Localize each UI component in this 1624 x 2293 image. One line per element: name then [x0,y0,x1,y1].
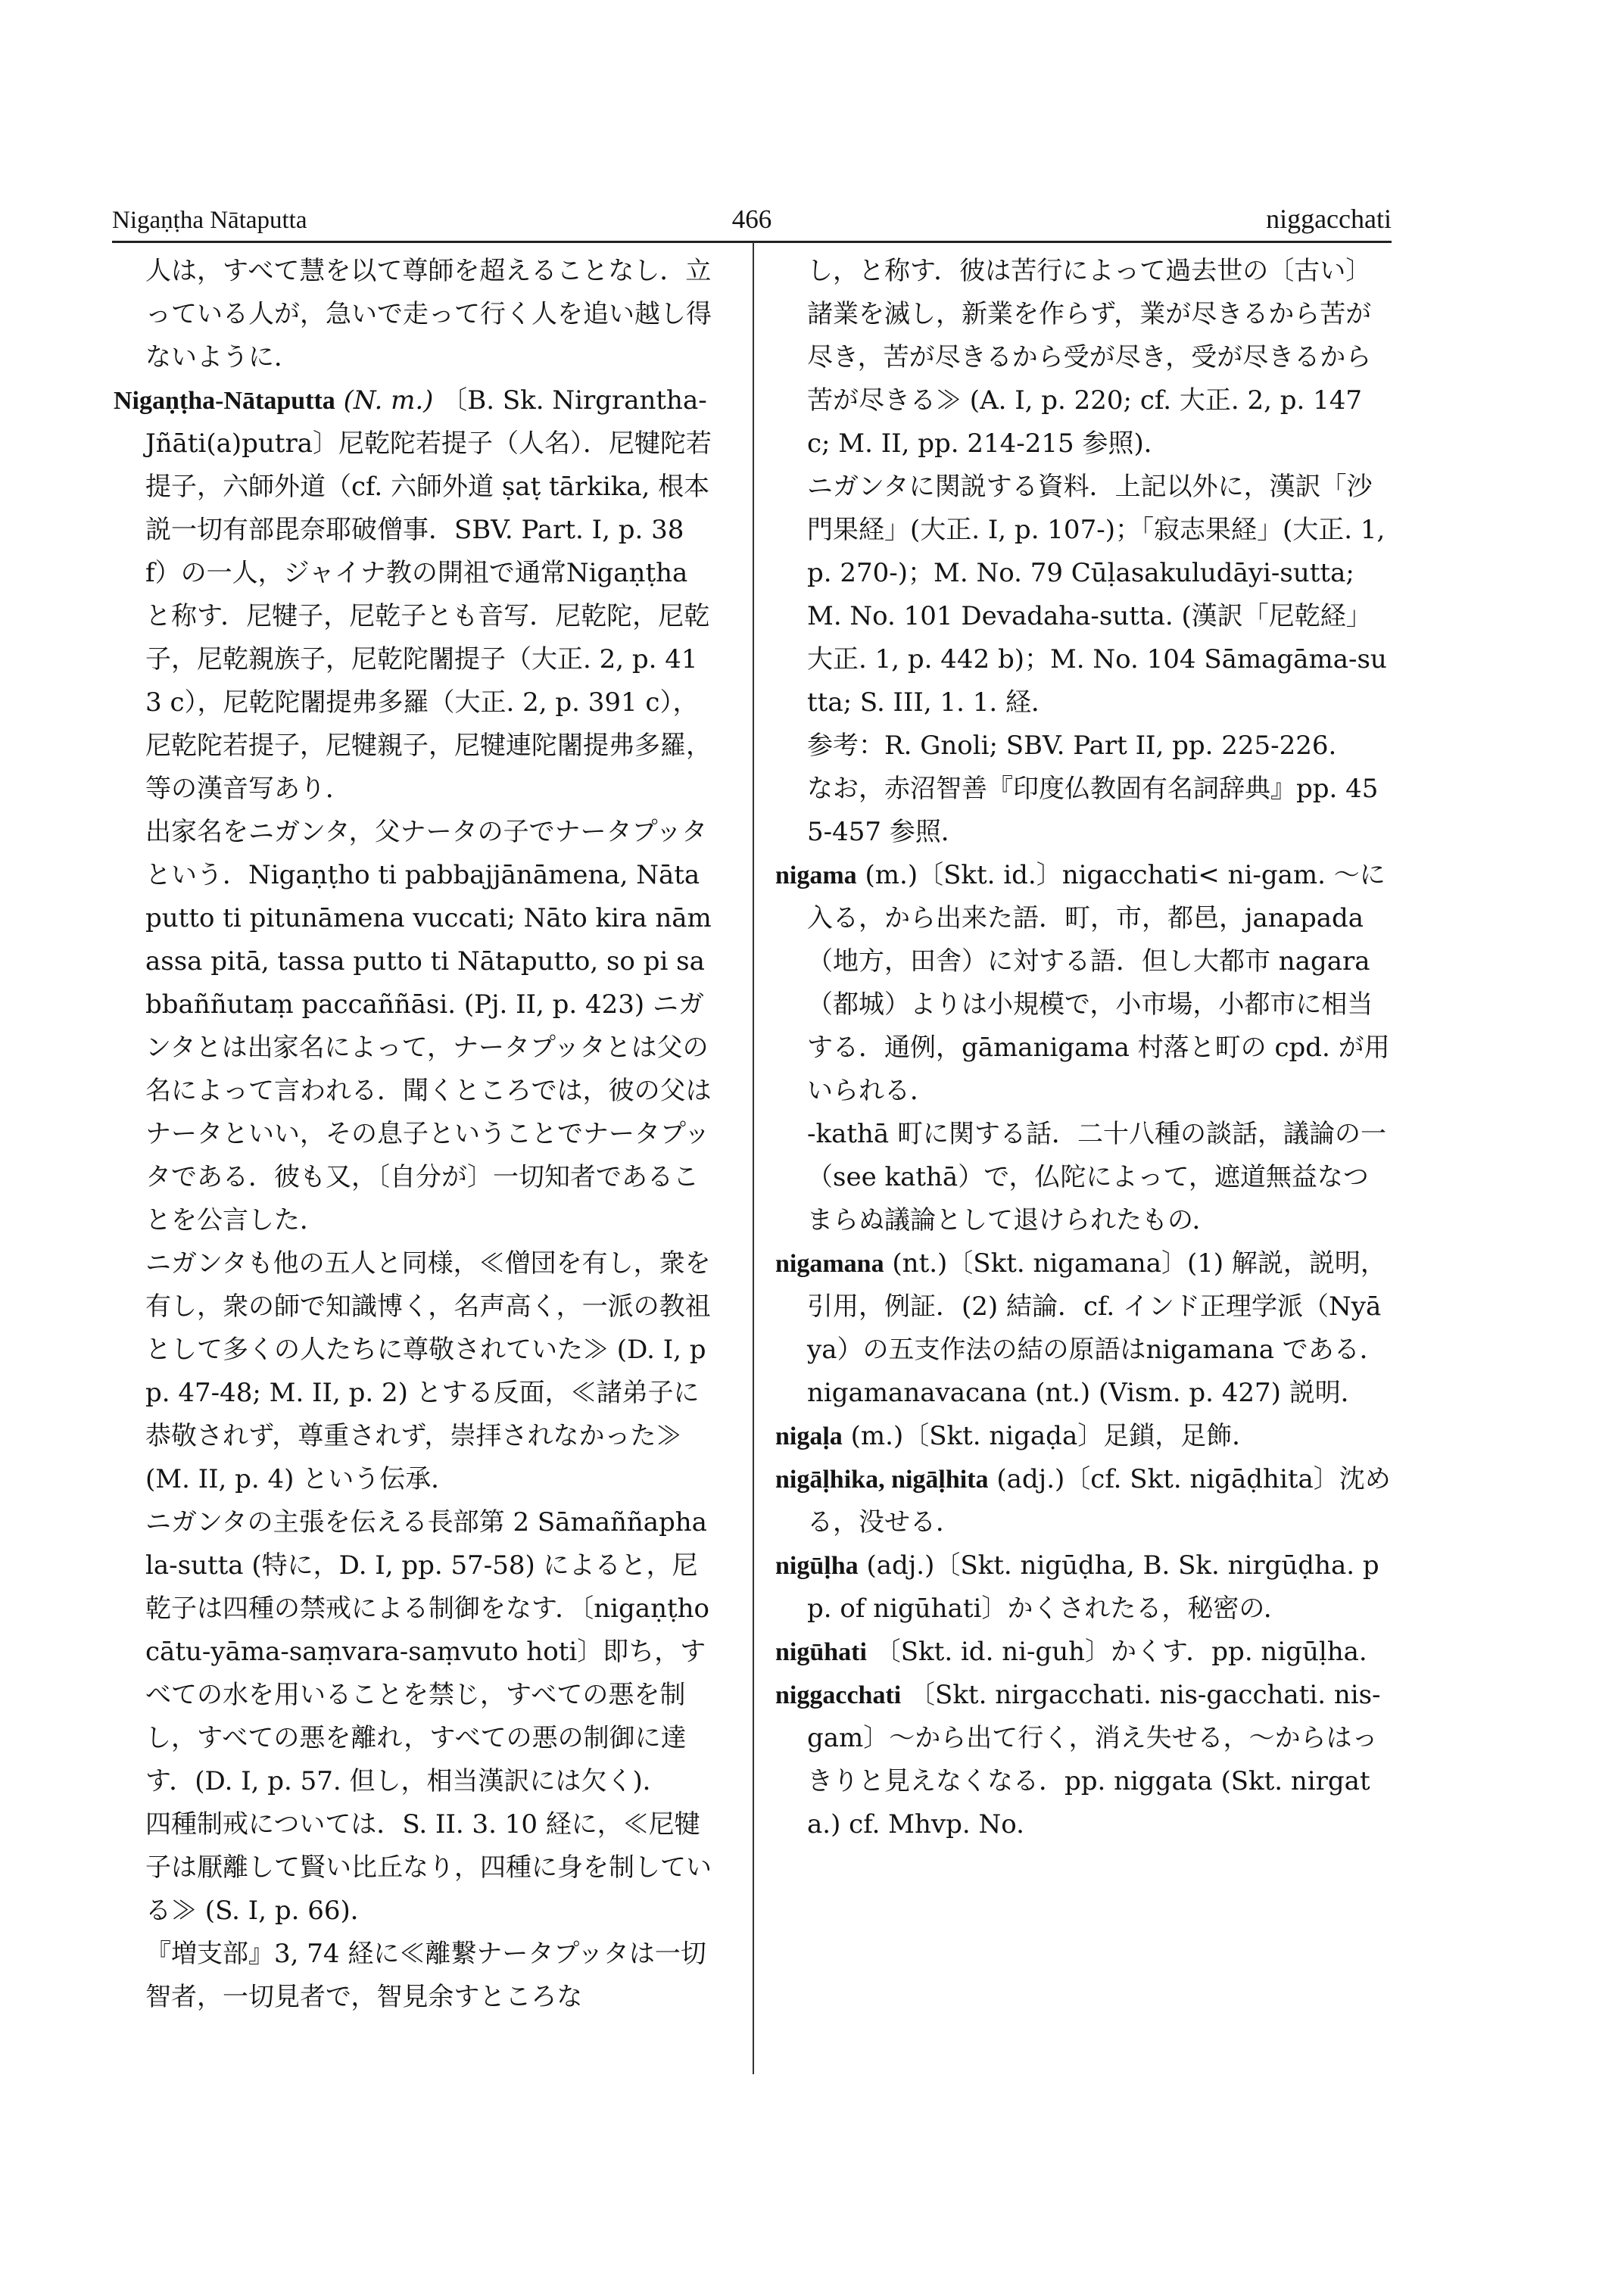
entry-nigulha [775,1544,1392,1631]
paragraph: 参考：R. Gnoli; SBV. Part II, pp. 225-226. [807,731,1337,761]
grammar: (N. m.) [343,385,434,416]
entry-nigala [775,1415,1392,1458]
entry-niggacchati [775,1674,1392,1846]
definition: 〔Skt. nirgacchati. nis-gacchati. nis-gam〕～から出て行く，消え失せる，～からはっきりと見えなくなる．pp. niggata (Skt. nirgata.) cf. Mhvp. No. [807,1680,1381,1840]
entry-nigamana [775,1242,1392,1415]
paragraph: ニガンタの主張を伝える長部第 2 Sāmaññaphala-sutta (特に，D. I, pp. 57-58) によると，尼乾子は四種の禁戒による制御をなす．〔nigaṇṭho cātu-yāma-saṃvara-saṃvuto hoti〕即ち，すべての水を用いることを禁じ，すべての悪を制し，すべての悪を離れ，すべての悪の制御に達す．(D. I, p. 57. 但し，相当漢訳には欠く)． [145,1507,710,1796]
column-divider [753,242,754,2074]
entry-niguhati [775,1631,1392,1674]
paragraph: ニガンタに関説する資料．上記以外に，漢訳「沙門果経」(大正. I, p. 107-)；「寂志果経」(大正. 1, p. 270-)；M. No. 79 Cūḷasakuludāyi-sutta; M. No. 101 Devadaha-sutta. (漢訳「尼乾経」大正. 1, p. 442 b)；M. No. 104 Sāmagāma-sutta; S. III, 1. 1. 経． [807,472,1387,718]
paragraph: ニガンタも他の五人と同様，≪僧団を有し，衆を有し，衆の師で知識博く，名声高く，一派の教祖として多くの人たちに尊敬されていた≫ (D. I, pp. 47-48; M. II, p. 2) とする反面，≪諸弟子に恭敬されず，尊重されず，崇拝されなかった≫ (M. II, p. 4) という伝承． [145,1248,711,1494]
headword: nigāḷhika, nigāḷhita [775,1466,989,1494]
entry-nigama [775,854,1392,1113]
paragraph: 出家名をニガンタ，父ナータの子でナータプッタという．Nigaṇṭho ti pabbajjānāmena, Nātaputto ti pitunāmena vuccati; Nāto kira nām assa pitā, tassa putto ti Nātaputto, so pi sabbaññutaṃ paccaññāsi. (Pj. II, p. 423) ニガンタとは出家名によって，ナータプッタとは父の名によって言われる．聞くところでは，彼の父はナータといい，その息子ということでナータプッタである．彼も又，〔自分が〕一切知者であることを公言した． [145,817,712,1235]
entry-nigalhika [775,1458,1392,1544]
left-column [114,250,712,2019]
headword: nigamana [775,1250,884,1278]
page-number: 466 [731,204,772,234]
headword: nigūhati [775,1638,867,1666]
paragraph: し，と称す．彼は苦行によって過去世の〔古い〕諸業を滅し，新業を作らず，業が尽きるから苦が尽き，苦が尽きるから受が尽き，受が尽きるから苦が尽きる≫ (A. I, p. 220; cf. 大正. 2, p. 147 c; M. II, pp. 214-215 参照)． [807,256,1372,459]
headword: nigūḷha [775,1552,859,1580]
definition: (adj.)〔cf. Skt. nigāḍhita〕沈める，没せる． [807,1464,1391,1537]
headword: Nigaṇṭha-Nātaputta [114,387,335,415]
subentry-katha: -kathā 町に関する話．二十八種の談話，議論の一（see kathā）で，仏陀によって，遮道無益なつまらぬ議論として退けられたもの． [807,1119,1386,1235]
paragraph: 『増支部』3, 74 経に≪離繋ナータプッタは一切智者，一切見者で，智見余すところな [145,1939,706,2012]
definition: (nt.)〔Skt. nigamana〕(1) 解説，説明，引用，例証．(2) 結論．cf. インド正理学派（Nyāya）の五支作法の結の原語はnigamana である．nigamanavacana (nt.) (Vism. p. 427) 説明． [807,1248,1386,1408]
definition: 〔Skt. id. ni-guh〕かくす．pp. nigūḷha. [874,1637,1367,1667]
paragraph: なお，赤沼智善『印度仏教固有名詞辞典』pp. 455-457 参照． [807,774,1379,847]
definition: (adj.)〔Skt. nigūḍha, B. Sk. nirgūḍha. pp. of nigūhati〕かくされたる，秘密の． [807,1550,1379,1624]
definition: 〔B. Sk. Nirgrantha-Jñāti(a)putra〕尼乾陀若提子（人名）．尼犍陀若提子，六師外道（cf. 六師外道 ṣaṭ tārkika, 根本説一切有部毘奈耶破僧事．SBV. Part. I, p. 38 f）の一人，ジャイナ教の開祖で通常Nigaṇṭha と称す．尼犍子，尼乾子とも音写．尼乾陀，尼乾子，尼乾親族子，尼乾陀闍提子（大正. 2, p. 413 c），尼乾陀闍提弗多羅（大正. 2, p. 391 c），尼乾陀若提子，尼犍親子，尼犍連陀闍提弗多羅，等の漢音写あり． [145,385,712,804]
definition: (m.)〔Skt. id.〕nigacchati< ni-gam. ～に入る，から出来た語．町，市，都邑，janapada（地方，田舎）に対する語．但し大都市 nagara（都城）よりは小規模で，小市場，小都市に相当する．通例，gāmanigama 村落と町の cpd. が用いられる． [807,860,1390,1106]
definition: (m.)〔Skt. nigaḍa〕足鎖，足飾． [850,1421,1258,1451]
headword: niggacchati [775,1681,902,1709]
right-column [775,250,1392,1846]
header-left-headword: Nigaṇṭha Nātaputta [112,207,307,234]
headword: nigama [775,861,857,889]
header-right-headword: niggacchati [1266,204,1392,234]
headword: nigaḷa [775,1422,843,1450]
continued-text: 人は，すべて慧を以て尊師を超えることなし．立っている人が，急いで走って行く人を追い越し得ないように． [145,256,712,372]
entry-nigantha-nataputta [114,379,712,811]
paragraph: 四種制戒については．S. II. 3. 10 経に，≪尼犍子は厭離して賢い比丘なり，四種に身を制している≫ (S. I, p. 66)． [145,1809,712,1926]
running-header [112,198,1392,243]
